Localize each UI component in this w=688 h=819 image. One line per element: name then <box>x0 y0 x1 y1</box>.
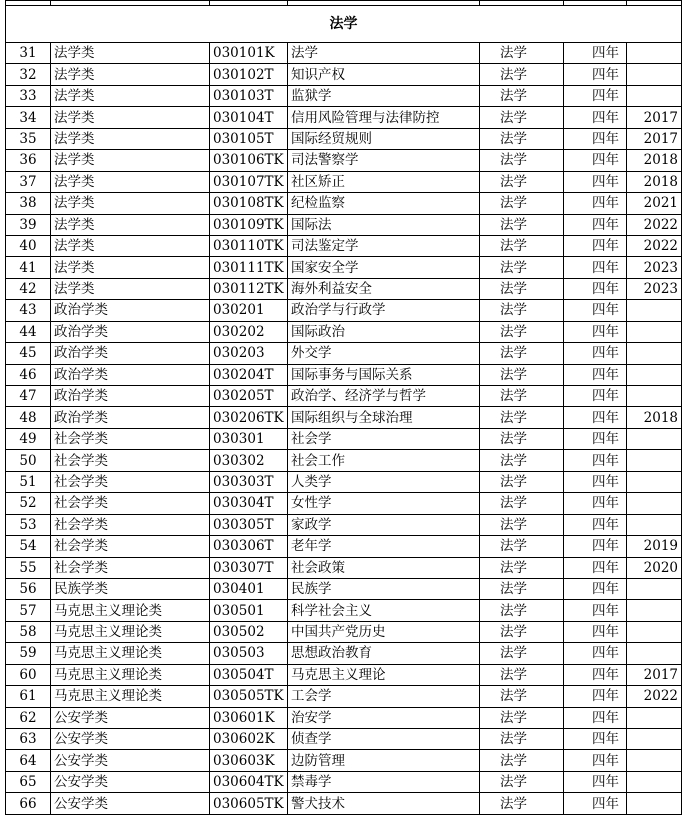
duration-cell: 四年 <box>564 278 627 299</box>
major-name-cell: 政治学、经济学与哲学 <box>288 386 480 407</box>
year-added-cell: 2017 <box>627 664 682 685</box>
major-name-cell: 监狱学 <box>288 85 480 106</box>
category-cell: 政治学类 <box>51 300 210 321</box>
degree-cell: 法学 <box>480 536 564 557</box>
year-added-cell <box>627 493 682 514</box>
major-code-cell: 030602K <box>210 729 288 750</box>
degree-cell: 法学 <box>480 214 564 235</box>
duration-cell: 四年 <box>564 64 627 85</box>
duration-cell: 四年 <box>564 493 627 514</box>
category-cell: 社会学类 <box>51 536 210 557</box>
category-cell: 政治学类 <box>51 364 210 385</box>
table-row <box>6 278 682 299</box>
row-number: 46 <box>6 364 51 385</box>
major-name-cell: 科学社会主义 <box>288 600 480 621</box>
major-name-cell: 国家安全学 <box>288 257 480 278</box>
table-row <box>6 150 682 171</box>
major-name-cell: 政治学与行政学 <box>288 300 480 321</box>
major-code-cell: 030106TK <box>210 150 288 171</box>
major-code-cell: 030205T <box>210 386 288 407</box>
degree-cell: 法学 <box>480 150 564 171</box>
duration-cell: 四年 <box>564 643 627 664</box>
category-cell: 民族学类 <box>51 578 210 599</box>
degree-cell: 法学 <box>480 300 564 321</box>
table-row <box>6 793 682 814</box>
table-row <box>6 707 682 728</box>
degree-cell: 法学 <box>480 493 564 514</box>
row-number: 44 <box>6 321 51 342</box>
year-added-cell <box>627 364 682 385</box>
year-added-cell <box>627 64 682 85</box>
category-cell: 法学类 <box>51 85 210 106</box>
year-added-cell: 2021 <box>627 193 682 214</box>
degree-cell: 法学 <box>480 278 564 299</box>
category-cell: 法学类 <box>51 43 210 64</box>
duration-cell: 四年 <box>564 621 627 642</box>
row-number: 45 <box>6 343 51 364</box>
degree-cell: 法学 <box>480 771 564 792</box>
row-number: 40 <box>6 235 51 256</box>
duration-cell: 四年 <box>564 407 627 428</box>
degree-cell: 法学 <box>480 643 564 664</box>
table-row <box>6 64 682 85</box>
table-row <box>6 578 682 599</box>
year-added-cell: 2019 <box>627 536 682 557</box>
category-cell: 马克思主义理论类 <box>51 686 210 707</box>
row-number: 66 <box>6 793 51 814</box>
row-number: 56 <box>6 578 51 599</box>
row-number: 51 <box>6 471 51 492</box>
degree-cell: 法学 <box>480 386 564 407</box>
category-cell: 社会学类 <box>51 471 210 492</box>
table-row <box>6 407 682 428</box>
year-added-cell: 2022 <box>627 235 682 256</box>
table-row <box>6 364 682 385</box>
major-name-cell: 禁毒学 <box>288 771 480 792</box>
degree-cell: 法学 <box>480 471 564 492</box>
major-code-cell: 030204T <box>210 364 288 385</box>
year-added-cell <box>627 300 682 321</box>
year-added-cell <box>627 707 682 728</box>
duration-cell: 四年 <box>564 729 627 750</box>
section-title: 法学 <box>6 6 682 43</box>
table-row <box>6 300 682 321</box>
row-number: 59 <box>6 643 51 664</box>
category-cell: 公安学类 <box>51 750 210 771</box>
table-row <box>6 171 682 192</box>
duration-cell: 四年 <box>564 193 627 214</box>
row-number: 53 <box>6 514 51 535</box>
table-row <box>6 257 682 278</box>
major-code-cell: 030302 <box>210 450 288 471</box>
major-code-cell: 030603K <box>210 750 288 771</box>
degree-cell: 法学 <box>480 450 564 471</box>
section-header-row <box>6 6 682 43</box>
year-added-cell <box>627 43 682 64</box>
row-number: 42 <box>6 278 51 299</box>
degree-cell: 法学 <box>480 557 564 578</box>
degree-cell: 法学 <box>480 128 564 149</box>
category-cell: 法学类 <box>51 107 210 128</box>
year-added-cell <box>627 450 682 471</box>
category-cell: 法学类 <box>51 235 210 256</box>
row-number: 37 <box>6 171 51 192</box>
row-number: 43 <box>6 300 51 321</box>
table-row <box>6 321 682 342</box>
degree-cell: 法学 <box>480 85 564 106</box>
category-cell: 法学类 <box>51 64 210 85</box>
table-row <box>6 664 682 685</box>
year-added-cell: 2018 <box>627 407 682 428</box>
major-name-cell: 工会学 <box>288 686 480 707</box>
row-number: 61 <box>6 686 51 707</box>
major-code-cell: 030105T <box>210 128 288 149</box>
year-added-cell: 2022 <box>627 686 682 707</box>
major-name-cell: 法学 <box>288 43 480 64</box>
category-cell: 社会学类 <box>51 428 210 449</box>
major-name-cell: 马克思主义理论 <box>288 664 480 685</box>
major-name-cell: 外交学 <box>288 343 480 364</box>
table-row <box>6 128 682 149</box>
table-row <box>6 428 682 449</box>
degree-cell: 法学 <box>480 364 564 385</box>
category-cell: 马克思主义理论类 <box>51 621 210 642</box>
year-added-cell <box>627 471 682 492</box>
document-page <box>5 0 681 815</box>
major-name-cell: 警犬技术 <box>288 793 480 814</box>
row-number: 58 <box>6 621 51 642</box>
row-number: 52 <box>6 493 51 514</box>
category-cell: 法学类 <box>51 257 210 278</box>
year-added-cell: 2022 <box>627 214 682 235</box>
major-code-cell: 030601K <box>210 707 288 728</box>
duration-cell: 四年 <box>564 321 627 342</box>
major-code-cell: 030303T <box>210 471 288 492</box>
year-added-cell <box>627 793 682 814</box>
major-name-cell: 司法鉴定学 <box>288 235 480 256</box>
major-name-cell: 国际经贸规则 <box>288 128 480 149</box>
major-name-cell: 司法警察学 <box>288 150 480 171</box>
major-name-cell: 女性学 <box>288 493 480 514</box>
duration-cell: 四年 <box>564 514 627 535</box>
category-cell: 马克思主义理论类 <box>51 600 210 621</box>
degree-cell: 法学 <box>480 578 564 599</box>
row-number: 36 <box>6 150 51 171</box>
table-row <box>6 750 682 771</box>
major-code-cell: 030104T <box>210 107 288 128</box>
degree-cell: 法学 <box>480 793 564 814</box>
duration-cell: 四年 <box>564 750 627 771</box>
table-row <box>6 621 682 642</box>
year-added-cell <box>627 578 682 599</box>
table-row <box>6 643 682 664</box>
duration-cell: 四年 <box>564 128 627 149</box>
duration-cell: 四年 <box>564 536 627 557</box>
category-cell: 法学类 <box>51 214 210 235</box>
major-name-cell: 中国共产党历史 <box>288 621 480 642</box>
row-number: 32 <box>6 64 51 85</box>
major-name-cell: 社会政策 <box>288 557 480 578</box>
row-number: 65 <box>6 771 51 792</box>
duration-cell: 四年 <box>564 214 627 235</box>
duration-cell: 四年 <box>564 771 627 792</box>
majors-table <box>5 0 682 815</box>
row-number: 57 <box>6 600 51 621</box>
year-added-cell <box>627 321 682 342</box>
degree-cell: 法学 <box>480 171 564 192</box>
category-cell: 马克思主义理论类 <box>51 643 210 664</box>
year-added-cell <box>627 621 682 642</box>
year-added-cell: 2018 <box>627 150 682 171</box>
category-cell: 政治学类 <box>51 407 210 428</box>
year-added-cell <box>627 750 682 771</box>
major-name-cell: 国际事务与国际关系 <box>288 364 480 385</box>
major-code-cell: 030305T <box>210 514 288 535</box>
major-name-cell: 社会学 <box>288 428 480 449</box>
duration-cell: 四年 <box>564 171 627 192</box>
major-code-cell: 030301 <box>210 428 288 449</box>
category-cell: 公安学类 <box>51 771 210 792</box>
degree-cell: 法学 <box>480 664 564 685</box>
table-row <box>6 386 682 407</box>
major-code-cell: 030109TK <box>210 214 288 235</box>
row-number: 35 <box>6 128 51 149</box>
year-added-cell <box>627 386 682 407</box>
row-number: 34 <box>6 107 51 128</box>
major-name-cell: 信用风险管理与法律防控 <box>288 107 480 128</box>
row-number: 48 <box>6 407 51 428</box>
major-code-cell: 030107TK <box>210 171 288 192</box>
category-cell: 社会学类 <box>51 450 210 471</box>
duration-cell: 四年 <box>564 428 627 449</box>
duration-cell: 四年 <box>564 235 627 256</box>
degree-cell: 法学 <box>480 750 564 771</box>
major-code-cell: 030102T <box>210 64 288 85</box>
degree-cell: 法学 <box>480 235 564 256</box>
degree-cell: 法学 <box>480 600 564 621</box>
table-row <box>6 471 682 492</box>
major-code-cell: 030605TK <box>210 793 288 814</box>
category-cell: 公安学类 <box>51 793 210 814</box>
category-cell: 法学类 <box>51 150 210 171</box>
category-cell: 公安学类 <box>51 707 210 728</box>
major-code-cell: 030202 <box>210 321 288 342</box>
degree-cell: 法学 <box>480 343 564 364</box>
category-cell: 社会学类 <box>51 514 210 535</box>
major-name-cell: 家政学 <box>288 514 480 535</box>
year-added-cell: 2020 <box>627 557 682 578</box>
table-row <box>6 107 682 128</box>
row-number: 60 <box>6 664 51 685</box>
table-row <box>6 235 682 256</box>
category-cell: 公安学类 <box>51 729 210 750</box>
category-cell: 政治学类 <box>51 386 210 407</box>
year-added-cell: 2023 <box>627 257 682 278</box>
degree-cell: 法学 <box>480 43 564 64</box>
degree-cell: 法学 <box>480 428 564 449</box>
row-number: 49 <box>6 428 51 449</box>
row-number: 38 <box>6 193 51 214</box>
row-number: 54 <box>6 536 51 557</box>
major-name-cell: 纪检监察 <box>288 193 480 214</box>
major-name-cell: 边防管理 <box>288 750 480 771</box>
table-row <box>6 600 682 621</box>
category-cell: 法学类 <box>51 128 210 149</box>
year-added-cell: 2017 <box>627 107 682 128</box>
duration-cell: 四年 <box>564 471 627 492</box>
degree-cell: 法学 <box>480 257 564 278</box>
degree-cell: 法学 <box>480 321 564 342</box>
duration-cell: 四年 <box>564 107 627 128</box>
duration-cell: 四年 <box>564 150 627 171</box>
row-number: 31 <box>6 43 51 64</box>
major-code-cell: 030103T <box>210 85 288 106</box>
row-number: 47 <box>6 386 51 407</box>
major-code-cell: 030502 <box>210 621 288 642</box>
year-added-cell: 2017 <box>627 128 682 149</box>
year-added-cell <box>627 343 682 364</box>
year-added-cell <box>627 428 682 449</box>
table-row <box>6 214 682 235</box>
year-added-cell <box>627 771 682 792</box>
major-code-cell: 030504T <box>210 664 288 685</box>
duration-cell: 四年 <box>564 364 627 385</box>
table-row <box>6 686 682 707</box>
major-code-cell: 030203 <box>210 343 288 364</box>
major-code-cell: 030110TK <box>210 235 288 256</box>
degree-cell: 法学 <box>480 621 564 642</box>
major-name-cell: 国际法 <box>288 214 480 235</box>
major-name-cell: 社会工作 <box>288 450 480 471</box>
duration-cell: 四年 <box>564 343 627 364</box>
duration-cell: 四年 <box>564 664 627 685</box>
major-name-cell: 治安学 <box>288 707 480 728</box>
degree-cell: 法学 <box>480 193 564 214</box>
degree-cell: 法学 <box>480 107 564 128</box>
major-code-cell: 030111TK <box>210 257 288 278</box>
row-number: 64 <box>6 750 51 771</box>
major-code-cell: 030304T <box>210 493 288 514</box>
major-name-cell: 思想政治教育 <box>288 643 480 664</box>
degree-cell: 法学 <box>480 729 564 750</box>
degree-cell: 法学 <box>480 64 564 85</box>
duration-cell: 四年 <box>564 707 627 728</box>
degree-cell: 法学 <box>480 707 564 728</box>
major-name-cell: 国际政治 <box>288 321 480 342</box>
major-code-cell: 030108TK <box>210 193 288 214</box>
duration-cell: 四年 <box>564 85 627 106</box>
table-row <box>6 771 682 792</box>
degree-cell: 法学 <box>480 686 564 707</box>
major-code-cell: 030501 <box>210 600 288 621</box>
row-number: 55 <box>6 557 51 578</box>
row-number: 63 <box>6 729 51 750</box>
degree-cell: 法学 <box>480 514 564 535</box>
major-name-cell: 社区矫正 <box>288 171 480 192</box>
year-added-cell <box>627 600 682 621</box>
major-name-cell: 侦查学 <box>288 729 480 750</box>
duration-cell: 四年 <box>564 557 627 578</box>
category-cell: 法学类 <box>51 171 210 192</box>
duration-cell: 四年 <box>564 450 627 471</box>
year-added-cell <box>627 85 682 106</box>
duration-cell: 四年 <box>564 793 627 814</box>
table-row <box>6 450 682 471</box>
category-cell: 社会学类 <box>51 493 210 514</box>
table-row <box>6 514 682 535</box>
year-added-cell <box>627 514 682 535</box>
duration-cell: 四年 <box>564 600 627 621</box>
major-name-cell: 知识产权 <box>288 64 480 85</box>
table-row <box>6 729 682 750</box>
major-code-cell: 030401 <box>210 578 288 599</box>
major-code-cell: 030307T <box>210 557 288 578</box>
duration-cell: 四年 <box>564 300 627 321</box>
major-code-cell: 030112TK <box>210 278 288 299</box>
year-added-cell: 2018 <box>627 171 682 192</box>
table-row <box>6 43 682 64</box>
row-number: 33 <box>6 85 51 106</box>
year-added-cell: 2023 <box>627 278 682 299</box>
category-cell: 政治学类 <box>51 321 210 342</box>
row-number: 62 <box>6 707 51 728</box>
category-cell: 政治学类 <box>51 343 210 364</box>
duration-cell: 四年 <box>564 386 627 407</box>
table-row <box>6 557 682 578</box>
major-name-cell: 人类学 <box>288 471 480 492</box>
major-name-cell: 国际组织与全球治理 <box>288 407 480 428</box>
table-row <box>6 193 682 214</box>
major-code-cell: 030201 <box>210 300 288 321</box>
major-code-cell: 030604TK <box>210 771 288 792</box>
duration-cell: 四年 <box>564 686 627 707</box>
table-row <box>6 85 682 106</box>
row-number: 50 <box>6 450 51 471</box>
duration-cell: 四年 <box>564 578 627 599</box>
major-code-cell: 030306T <box>210 536 288 557</box>
duration-cell: 四年 <box>564 43 627 64</box>
table-row <box>6 536 682 557</box>
major-code-cell: 030206TK <box>210 407 288 428</box>
year-added-cell <box>627 729 682 750</box>
major-code-cell: 030505TK <box>210 686 288 707</box>
category-cell: 法学类 <box>51 193 210 214</box>
table-row <box>6 493 682 514</box>
year-added-cell <box>627 643 682 664</box>
category-cell: 马克思主义理论类 <box>51 664 210 685</box>
major-name-cell: 海外利益安全 <box>288 278 480 299</box>
major-code-cell: 030503 <box>210 643 288 664</box>
row-number: 39 <box>6 214 51 235</box>
category-cell: 社会学类 <box>51 557 210 578</box>
major-name-cell: 民族学 <box>288 578 480 599</box>
degree-cell: 法学 <box>480 407 564 428</box>
category-cell: 法学类 <box>51 278 210 299</box>
major-code-cell: 030101K <box>210 43 288 64</box>
row-number: 41 <box>6 257 51 278</box>
major-name-cell: 老年学 <box>288 536 480 557</box>
duration-cell: 四年 <box>564 257 627 278</box>
table-row <box>6 343 682 364</box>
